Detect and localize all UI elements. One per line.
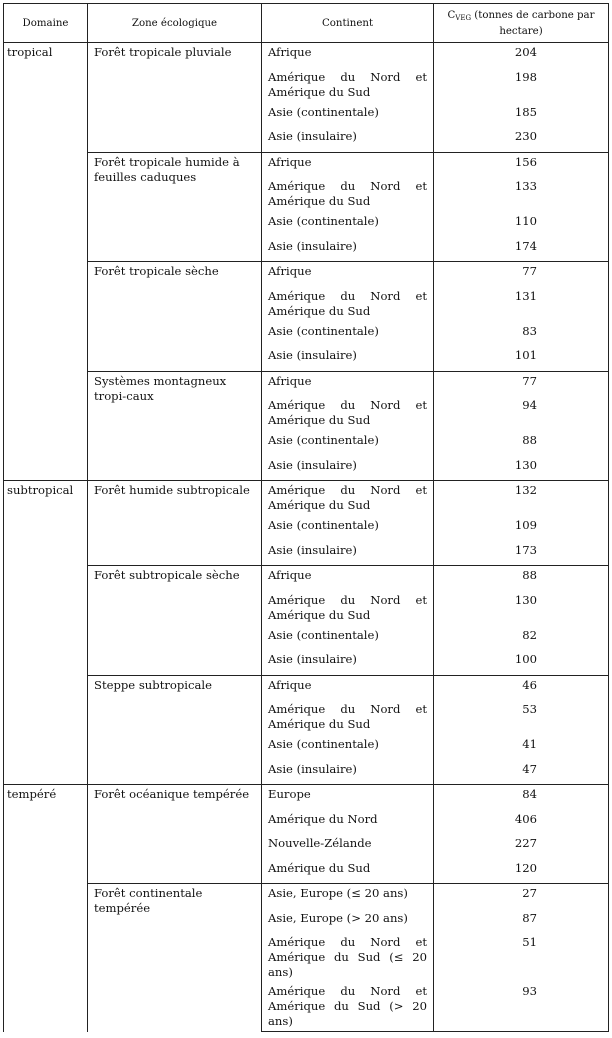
value-cell: 100 xyxy=(434,650,609,675)
continent-cell: Asie, Europe (> 20 ans) xyxy=(262,909,434,934)
value-cell: 87 xyxy=(434,909,609,934)
value-cell: 88 xyxy=(434,431,609,456)
domain-cell: tropical xyxy=(4,43,88,481)
value-cell: 88 xyxy=(434,566,609,591)
continent-cell: Asie (continentale) xyxy=(262,735,434,760)
zone-cell: Forêt continentale tempérée xyxy=(88,884,262,1032)
continent-cell: Amérique du Nord et Amérique du Sud xyxy=(262,481,434,517)
value-cell: 406 xyxy=(434,810,609,835)
value-cell: 47 xyxy=(434,760,609,785)
table-row xyxy=(4,262,609,287)
continent-cell: Asie (insulaire) xyxy=(262,760,434,785)
value-cell: 156 xyxy=(434,152,609,177)
value-cell: 53 xyxy=(434,700,609,735)
continent-cell: Afrique xyxy=(262,371,434,396)
continent-cell: Asie (continentale) xyxy=(262,322,434,347)
value-cell: 51 xyxy=(434,933,609,982)
zone-cell: Forêt humide subtropicale xyxy=(88,481,262,566)
value-cell: 130 xyxy=(434,456,609,481)
continent-cell: Amérique du Nord xyxy=(262,810,434,835)
zone-cell: Systèmes montagneux tropi-caux xyxy=(88,371,262,481)
value-cell: 110 xyxy=(434,212,609,237)
value-cell: 185 xyxy=(434,103,609,128)
continent-cell: Asie (continentale) xyxy=(262,626,434,651)
continent-cell: Afrique xyxy=(262,43,434,68)
value-cell: 82 xyxy=(434,626,609,651)
table-body xyxy=(4,43,609,1032)
header-row xyxy=(4,4,609,43)
zone-cell: Forêt océanique tempérée xyxy=(88,785,262,884)
value-cell: 41 xyxy=(434,735,609,760)
table-row xyxy=(4,152,609,177)
value-cell: 174 xyxy=(434,237,609,262)
table-row xyxy=(4,785,609,810)
zone-cell: Forêt tropicale pluviale xyxy=(88,43,262,153)
continent-cell: Asie (insulaire) xyxy=(262,650,434,675)
continent-cell: Asie (continentale) xyxy=(262,516,434,541)
domain-cell: tempéré xyxy=(4,785,88,1032)
value-cell: 93 xyxy=(434,982,609,1032)
continent-cell: Asie (continentale) xyxy=(262,103,434,128)
value-cell: 46 xyxy=(434,675,609,700)
continent-cell: Amérique du Nord et Amérique du Sud xyxy=(262,700,434,735)
header-value-rest: (tonnes de carbone par hectare) xyxy=(471,9,595,37)
value-cell: 94 xyxy=(434,396,609,431)
value-cell: 133 xyxy=(434,177,609,212)
value-cell: 204 xyxy=(434,43,609,68)
continent-cell: Amérique du Nord et Amérique du Sud (≤ 20 ans) xyxy=(262,933,434,982)
value-cell: 132 xyxy=(434,481,609,517)
continent-cell: Asie (insulaire) xyxy=(262,346,434,371)
value-cell: 230 xyxy=(434,127,609,152)
continent-cell: Asie (insulaire) xyxy=(262,127,434,152)
continent-cell: Amérique du Nord et Amérique du Sud (> 20 ans) xyxy=(262,982,434,1032)
continent-cell: Amérique du Sud xyxy=(262,859,434,884)
continent-cell: Asie (continentale) xyxy=(262,431,434,456)
header-value xyxy=(434,4,609,43)
continent-cell: Nouvelle-Zélande xyxy=(262,834,434,859)
continent-cell: Europe xyxy=(262,785,434,810)
value-cell: 120 xyxy=(434,859,609,884)
header-zone: Zone écologique xyxy=(88,4,262,43)
value-cell: 84 xyxy=(434,785,609,810)
value-cell: 77 xyxy=(434,371,609,396)
continent-cell: Amérique du Nord et Amérique du Sud xyxy=(262,287,434,322)
header-domain: Domaine xyxy=(4,4,88,43)
header-continent: Continent xyxy=(262,4,434,43)
continent-cell: Amérique du Nord et Amérique du Sud xyxy=(262,177,434,212)
continent-cell: Afrique xyxy=(262,152,434,177)
value-cell: 27 xyxy=(434,884,609,909)
domain-cell: subtropical xyxy=(4,481,88,785)
continent-cell: Asie (insulaire) xyxy=(262,237,434,262)
continent-cell: Afrique xyxy=(262,675,434,700)
continent-cell: Afrique xyxy=(262,566,434,591)
continent-cell: Asie (insulaire) xyxy=(262,541,434,566)
header-value-sub: VEG xyxy=(455,13,472,22)
value-cell: 83 xyxy=(434,322,609,347)
value-cell: 227 xyxy=(434,834,609,859)
carbon-stock-table xyxy=(3,3,609,1032)
value-cell: 198 xyxy=(434,68,609,103)
continent-cell: Amérique du Nord et Amérique du Sud xyxy=(262,591,434,626)
table-row xyxy=(4,675,609,700)
continent-cell: Amérique du Nord et Amérique du Sud xyxy=(262,68,434,103)
value-cell: 173 xyxy=(434,541,609,566)
continent-cell: Asie (continentale) xyxy=(262,212,434,237)
continent-cell: Amérique du Nord et Amérique du Sud xyxy=(262,396,434,431)
value-cell: 101 xyxy=(434,346,609,371)
table-row xyxy=(4,481,609,517)
value-cell: 131 xyxy=(434,287,609,322)
continent-cell: Asie (insulaire) xyxy=(262,456,434,481)
table-row xyxy=(4,43,609,68)
continent-cell: Afrique xyxy=(262,262,434,287)
zone-cell: Steppe subtropicale xyxy=(88,675,262,785)
value-cell: 130 xyxy=(434,591,609,626)
zone-cell: Forêt tropicale humide à feuilles caduques xyxy=(88,152,262,262)
value-cell: 77 xyxy=(434,262,609,287)
zone-cell: Forêt tropicale sèche xyxy=(88,262,262,372)
table-row xyxy=(4,371,609,396)
table-row xyxy=(4,884,609,909)
value-cell: 109 xyxy=(434,516,609,541)
table-row xyxy=(4,566,609,591)
header-value-main: C xyxy=(447,9,456,21)
zone-cell: Forêt subtropicale sèche xyxy=(88,566,262,676)
continent-cell: Asie, Europe (≤ 20 ans) xyxy=(262,884,434,909)
